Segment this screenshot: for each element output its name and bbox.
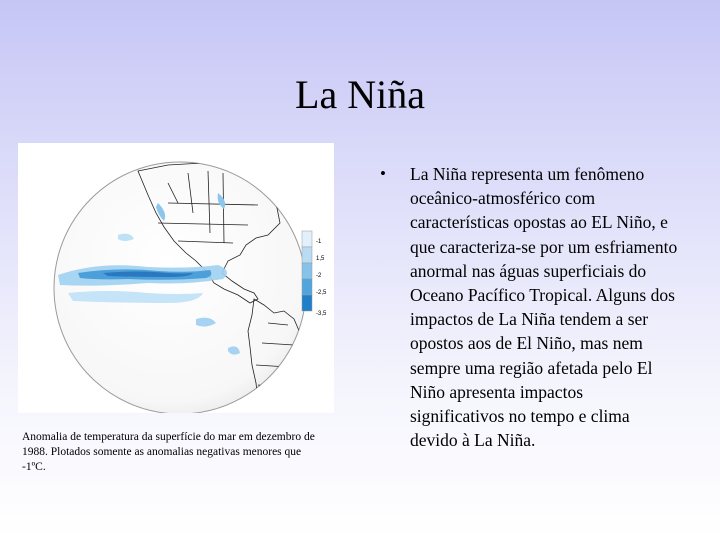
globe-outline: [54, 162, 306, 413]
legend-label: -1: [316, 239, 322, 245]
sea-surface-temperature-anomaly-map: [18, 143, 334, 413]
bullet-list: [378, 162, 678, 452]
legend-label: 1,5: [316, 256, 325, 262]
figure-caption: Anomalia de temperatura da superfície do mar em dezembro de 1988. Plotados somente as anomalias negativas menores que -1ºC.: [22, 431, 315, 473]
bullet-marker: •: [380, 164, 386, 183]
legend-label: -2: [316, 273, 322, 279]
bullet-text: La Niña representa um fenômeno oceânico-atmosférico com características opostas ao EL Niño, e que caracteriza-se por um esfriamento anormal nas águas superficiais do Oceano Pacífico Tropical. Alguns dos impactos de La Niña tendem a ser opostos aos de El Niño, mas nem sempre uma região afetada pelo El Niño apresenta impactos significativos no tempo e clima devido à La Niña.: [410, 164, 678, 451]
bullet-item: [378, 162, 678, 452]
globe-map-graphic: [18, 143, 334, 413]
legend-label: -2,5: [316, 290, 327, 296]
color-scale-legend: [302, 231, 327, 317]
slide-title: La Niña: [295, 72, 425, 117]
legend-label: -3,5: [316, 311, 327, 317]
